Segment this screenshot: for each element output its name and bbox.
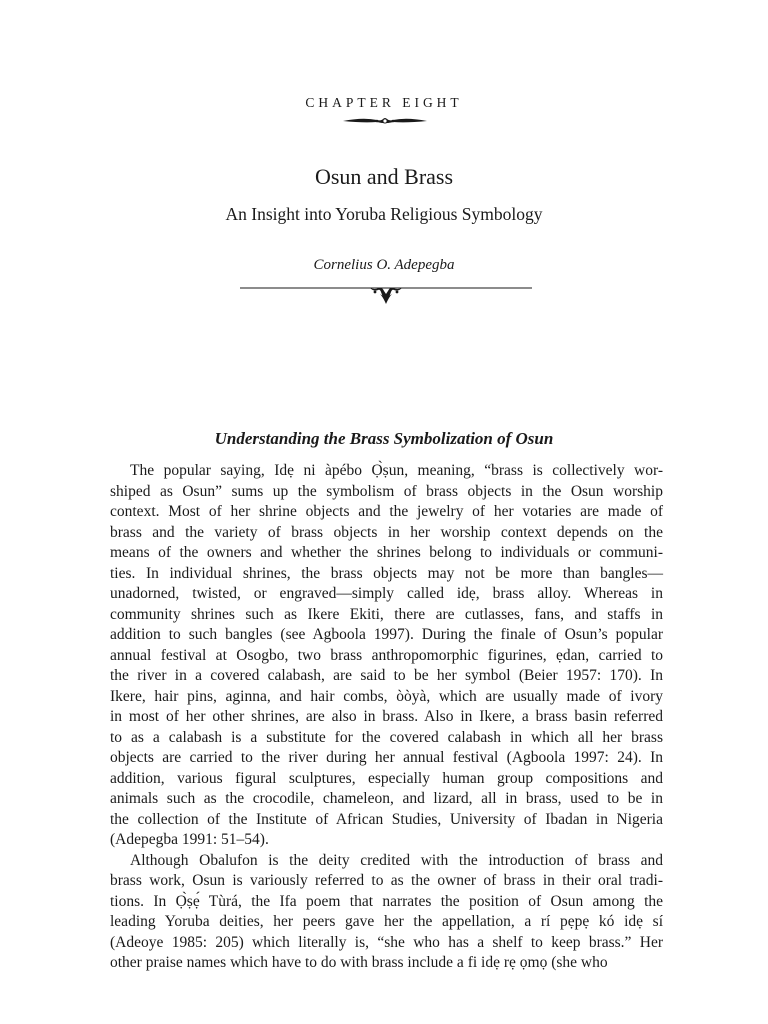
text-line: Ikere, hair pins, aginna, and hair combs, òòyà, which are usually made of ivory (110, 687, 663, 705)
text-line: (Adepegba 1991: 51–54). (110, 831, 269, 848)
text-line: the river in a covered calabash, are said to be her symbol (Beier 1957: 170). In (110, 667, 663, 684)
author-name: Cornelius O. Adepegba (313, 257, 455, 273)
page-title: Osun and Brass (314, 164, 454, 189)
text-line: means of the owners and whether the shrines belong to individuals or communi- (110, 544, 663, 561)
text-line: addition to such bangles (see Agboola 1997). During the finale of Osun’s popular (110, 626, 663, 643)
text-line: addition, various figural sculptures, especially human group compositions and (110, 769, 663, 787)
text-line: context. Most of her shrine objects and the jewelry of her votaries are made of (110, 503, 663, 520)
text-line: ties. In individual shrines, the brass objects may not be more than bangles— (110, 564, 663, 582)
text-line: objects are carried to the river during her annual festival (Agboola 1997: 24). In (110, 749, 663, 766)
text-line: (Adeoye 1985: 205) which literally is, “she who has a shelf to keep brass.” Her (110, 933, 663, 951)
page-subtitle: An Insight into Yoruba Religious Symbology (225, 204, 543, 224)
text-line: other praise names which have to do with brass include a fi idẹ rẹ ọmọ (she who (110, 954, 608, 971)
text-line: Although Obalufon is the deity credited with the introduction of brass and (130, 851, 663, 869)
text-line: animals such as the crocodile, chameleon, and lizard, all in brass, used to be in (110, 790, 663, 807)
text-line: community shrines such as Ikere Ekiti, there are cutlasses, fans, and staffs in (110, 605, 663, 623)
text-line: unadorned, twisted, or engraved—simply called idẹ, brass alloy. Whereas in (110, 585, 663, 602)
text-line: brass work, Osun is variously referred to as the owner of brass in their oral tradi- (110, 872, 663, 889)
text-line: shiped as Osun” sums up the symbolism of brass objects in the Osun worship (110, 482, 663, 500)
flourish-ornament-icon (341, 114, 429, 126)
section-heading: Understanding the Brass Symbolization of Osun (214, 429, 554, 448)
text-line: tions. In Ọ̀ṣẹ́ Tùrá, the Ifa poem that narrates the position of Osun among the (110, 892, 663, 910)
text-line: leading Yoruba deities, her peers gave her the appellation, a rí pẹpẹ kó idẹ sí (110, 913, 663, 930)
chapter-label: CHAPTER EIGHT (305, 95, 463, 110)
text-line: brass and the variety of brass objects in her worship context depends on the (110, 523, 663, 541)
text-line: in most of her other shrines, are also in brass. Also in Ikere, a brass basin referred (110, 708, 663, 725)
paragraph-1 (110, 461, 663, 851)
fleuron-rule-ornament-icon (240, 280, 532, 306)
paragraph-2 (110, 851, 663, 974)
text-line: The popular saying, Idẹ ni àpébo Ọ̀ṣun, meaning, “brass is collectively wor- (130, 462, 663, 479)
text-line: annual festival at Osogbo, two brass anthropomorphic figurines, ẹdan, carried to (110, 646, 663, 664)
text-line: to as a calabash is a substitute for the covered calabash in which all her brass (110, 728, 663, 746)
text-line: the collection of the Institute of African Studies, University of Ibadan in Nigeria (110, 810, 663, 828)
body-text (110, 461, 663, 974)
